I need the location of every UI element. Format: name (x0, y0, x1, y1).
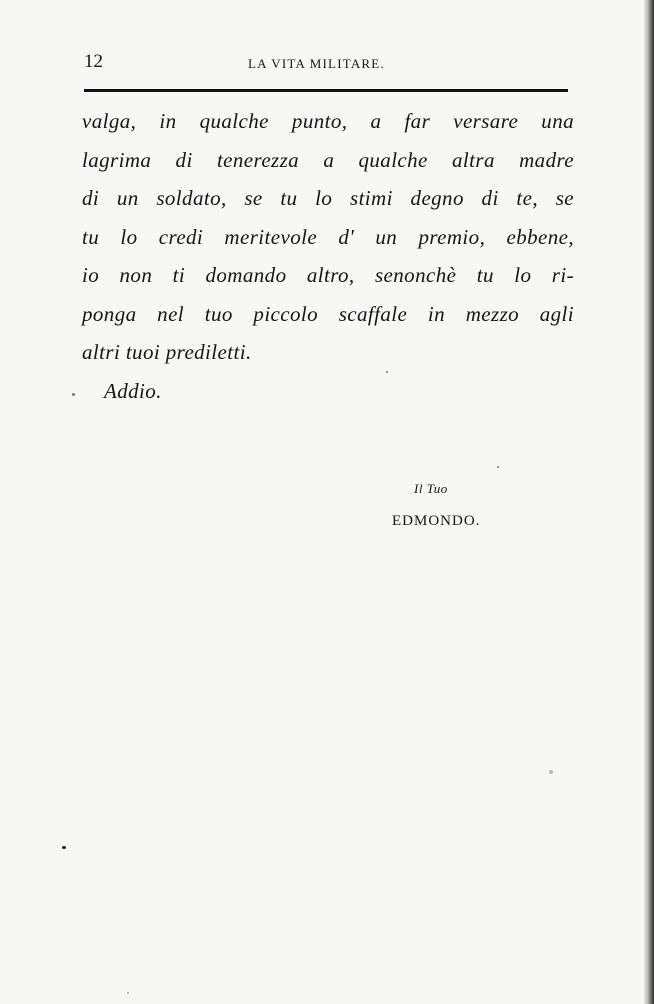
text-line: Addio. (104, 378, 162, 403)
paper-speck (127, 992, 129, 994)
text-line: lagrima di tenerezza a qualche altra madre (82, 147, 574, 172)
paper-speck (497, 466, 499, 468)
running-head (84, 52, 570, 76)
signature-name: EDMONDO. (392, 513, 481, 529)
text-line: altri tuoi prediletti. (82, 340, 252, 364)
text-line: di un soldato, se tu lo stimi degno di te, se (82, 186, 574, 210)
paper-speck (549, 770, 553, 774)
page-number: 12 (84, 51, 103, 72)
text-line: ponga nel tuo piccolo scaffale in mezzo agli (82, 301, 574, 326)
text-line: tu lo credi meritevole d' un premio, ebbene, (82, 224, 574, 249)
text-line: io non ti domando altro, senonchè tu lo ri- (82, 263, 574, 287)
running-title: LA VITA MILITARE. (248, 56, 385, 71)
paper-speck (62, 846, 66, 849)
body-text (82, 102, 574, 410)
paper-speck (72, 393, 75, 396)
page-edge-shadow (644, 0, 654, 1004)
header-rule (84, 89, 568, 92)
paper-speck (386, 371, 388, 373)
text-line: valga, in qualche punto, a far versare una (82, 109, 574, 133)
closing-text: Il Tuo (414, 481, 448, 496)
